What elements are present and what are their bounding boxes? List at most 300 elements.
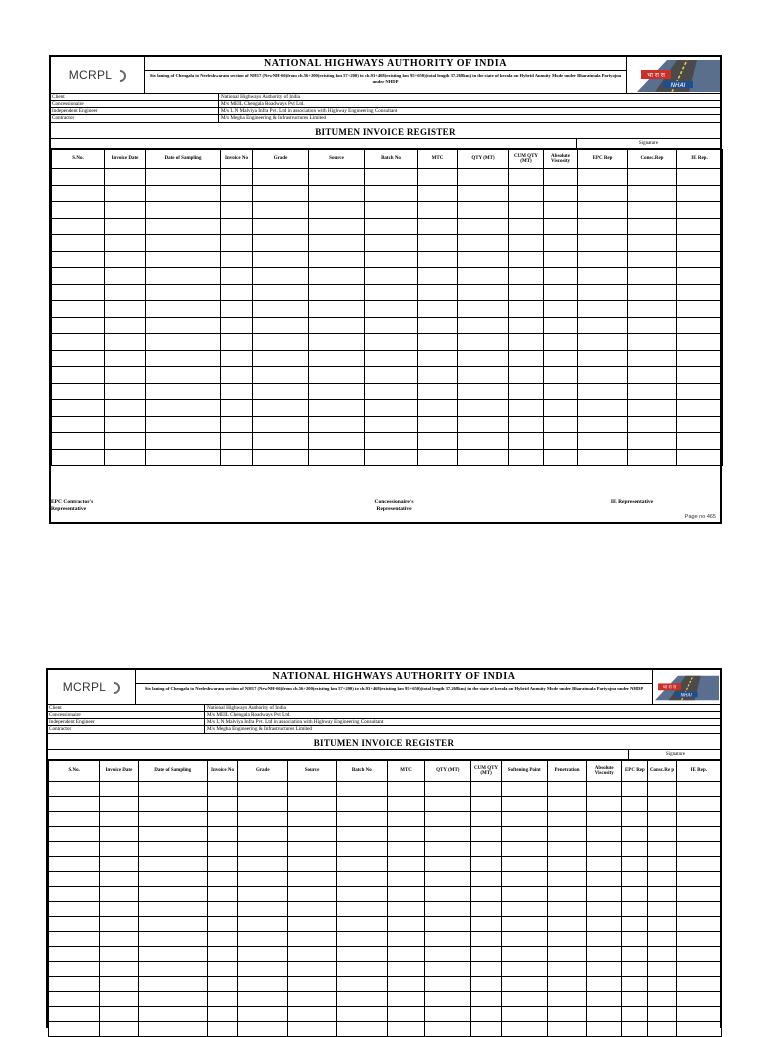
table-cell[interactable] (365, 433, 418, 450)
table-cell[interactable] (578, 449, 628, 466)
table-cell[interactable] (677, 400, 723, 417)
table-cell[interactable] (238, 902, 288, 917)
table-cell[interactable] (509, 334, 544, 351)
table-cell[interactable] (146, 169, 221, 186)
table-cell[interactable] (105, 350, 146, 367)
table-cell[interactable] (336, 992, 387, 1007)
table-cell[interactable] (628, 218, 677, 235)
table-cell[interactable] (622, 842, 648, 857)
table-cell[interactable] (458, 301, 509, 318)
table-cell[interactable] (677, 235, 723, 252)
table-cell[interactable] (253, 433, 309, 450)
table-cell[interactable] (418, 449, 458, 466)
table-cell[interactable] (100, 1007, 138, 1022)
table-cell[interactable] (100, 962, 138, 977)
table-cell[interactable] (238, 887, 288, 902)
table-cell[interactable] (138, 812, 207, 827)
table-cell[interactable] (648, 947, 676, 962)
table-cell[interactable] (676, 947, 721, 962)
table-cell[interactable] (365, 383, 418, 400)
table-cell[interactable] (52, 235, 105, 252)
table-cell[interactable] (418, 367, 458, 384)
table-cell[interactable] (309, 334, 365, 351)
table-cell[interactable] (207, 872, 237, 887)
table-cell[interactable] (336, 782, 387, 797)
table-cell[interactable] (100, 977, 138, 992)
table-cell[interactable] (547, 827, 586, 842)
table-cell[interactable] (207, 932, 237, 947)
table-cell[interactable] (418, 235, 458, 252)
table-cell[interactable] (677, 449, 723, 466)
table-cell[interactable] (100, 887, 138, 902)
table-cell[interactable] (501, 917, 547, 932)
table-cell[interactable] (471, 962, 501, 977)
table-cell[interactable] (578, 218, 628, 235)
table-cell[interactable] (622, 872, 648, 887)
table-cell[interactable] (425, 1007, 471, 1022)
table-cell[interactable] (425, 857, 471, 872)
table-cell[interactable] (146, 284, 221, 301)
table-cell[interactable] (578, 350, 628, 367)
table-cell[interactable] (105, 202, 146, 219)
table-cell[interactable] (418, 251, 458, 268)
table-cell[interactable] (387, 797, 424, 812)
table-cell[interactable] (253, 400, 309, 417)
table-cell[interactable] (425, 962, 471, 977)
table-cell[interactable] (387, 842, 424, 857)
table-cell[interactable] (578, 202, 628, 219)
table-cell[interactable] (288, 992, 336, 1007)
table-cell[interactable] (587, 827, 622, 842)
table-cell[interactable] (676, 872, 721, 887)
table-cell[interactable] (365, 218, 418, 235)
table-cell[interactable] (146, 185, 221, 202)
table-cell[interactable] (52, 202, 105, 219)
table-cell[interactable] (100, 827, 138, 842)
table-cell[interactable] (458, 383, 509, 400)
table-cell[interactable] (676, 827, 721, 842)
table-cell[interactable] (238, 872, 288, 887)
table-cell[interactable] (418, 400, 458, 417)
table-cell[interactable] (105, 185, 146, 202)
table-cell[interactable] (501, 872, 547, 887)
table-cell[interactable] (253, 284, 309, 301)
table-cell[interactable] (253, 334, 309, 351)
table-cell[interactable] (52, 350, 105, 367)
table-cell[interactable] (471, 947, 501, 962)
table-cell[interactable] (49, 797, 100, 812)
table-cell[interactable] (100, 917, 138, 932)
table-cell[interactable] (309, 284, 365, 301)
table-cell[interactable] (207, 992, 237, 1007)
table-cell[interactable] (221, 185, 253, 202)
table-cell[interactable] (458, 367, 509, 384)
table-cell[interactable] (501, 1007, 547, 1022)
table-cell[interactable] (387, 962, 424, 977)
table-cell[interactable] (49, 962, 100, 977)
table-cell[interactable] (628, 235, 677, 252)
table-cell[interactable] (49, 842, 100, 857)
table-cell[interactable] (309, 251, 365, 268)
table-cell[interactable] (387, 947, 424, 962)
table-cell[interactable] (648, 992, 676, 1007)
table-cell[interactable] (501, 992, 547, 1007)
table-cell[interactable] (676, 887, 721, 902)
table-cell[interactable] (365, 268, 418, 285)
table-cell[interactable] (238, 992, 288, 1007)
table-cell[interactable] (365, 284, 418, 301)
table-cell[interactable] (253, 169, 309, 186)
table-cell[interactable] (578, 334, 628, 351)
table-cell[interactable] (221, 400, 253, 417)
table-cell[interactable] (238, 947, 288, 962)
table-cell[interactable] (105, 268, 146, 285)
table-cell[interactable] (365, 317, 418, 334)
table-cell[interactable] (547, 842, 586, 857)
table-cell[interactable] (309, 301, 365, 318)
table-cell[interactable] (547, 947, 586, 962)
table-cell[interactable] (418, 268, 458, 285)
table-cell[interactable] (587, 992, 622, 1007)
table-cell[interactable] (100, 992, 138, 1007)
table-cell[interactable] (288, 962, 336, 977)
table-cell[interactable] (587, 962, 622, 977)
table-cell[interactable] (238, 812, 288, 827)
table-cell[interactable] (387, 857, 424, 872)
table-cell[interactable] (207, 902, 237, 917)
table-cell[interactable] (509, 218, 544, 235)
table-cell[interactable] (622, 827, 648, 842)
table-cell[interactable] (578, 367, 628, 384)
table-cell[interactable] (622, 992, 648, 1007)
table-cell[interactable] (365, 416, 418, 433)
table-cell[interactable] (587, 857, 622, 872)
table-cell[interactable] (418, 433, 458, 450)
table-cell[interactable] (676, 797, 721, 812)
table-cell[interactable] (52, 367, 105, 384)
table-cell[interactable] (146, 218, 221, 235)
table-cell[interactable] (221, 383, 253, 400)
table-cell[interactable] (105, 317, 146, 334)
table-cell[interactable] (207, 1007, 237, 1022)
table-cell[interactable] (138, 962, 207, 977)
table-cell[interactable] (138, 872, 207, 887)
table-cell[interactable] (221, 169, 253, 186)
table-cell[interactable] (544, 185, 578, 202)
table-cell[interactable] (336, 887, 387, 902)
table-cell[interactable] (578, 433, 628, 450)
table-cell[interactable] (425, 827, 471, 842)
table-cell[interactable] (138, 857, 207, 872)
table-cell[interactable] (221, 334, 253, 351)
table-cell[interactable] (52, 284, 105, 301)
table-cell[interactable] (336, 842, 387, 857)
table-cell[interactable] (547, 962, 586, 977)
table-cell[interactable] (509, 284, 544, 301)
table-cell[interactable] (100, 857, 138, 872)
table-cell[interactable] (544, 169, 578, 186)
table-cell[interactable] (100, 947, 138, 962)
table-cell[interactable] (253, 317, 309, 334)
table-cell[interactable] (425, 992, 471, 1007)
table-cell[interactable] (587, 842, 622, 857)
table-cell[interactable] (544, 383, 578, 400)
table-cell[interactable] (578, 383, 628, 400)
table-cell[interactable] (288, 977, 336, 992)
table-cell[interactable] (648, 857, 676, 872)
table-cell[interactable] (501, 782, 547, 797)
table-cell[interactable] (309, 218, 365, 235)
table-cell[interactable] (622, 932, 648, 947)
table-cell[interactable] (458, 235, 509, 252)
table-cell[interactable] (648, 962, 676, 977)
table-cell[interactable] (105, 235, 146, 252)
table-cell[interactable] (49, 1007, 100, 1022)
table-cell[interactable] (49, 932, 100, 947)
table-cell[interactable] (238, 962, 288, 977)
table-cell[interactable] (676, 842, 721, 857)
table-cell[interactable] (578, 251, 628, 268)
table-cell[interactable] (676, 917, 721, 932)
table-cell[interactable] (52, 185, 105, 202)
table-cell[interactable] (309, 268, 365, 285)
table-cell[interactable] (628, 202, 677, 219)
table-cell[interactable] (253, 301, 309, 318)
table-cell[interactable] (146, 416, 221, 433)
table-cell[interactable] (288, 782, 336, 797)
table-cell[interactable] (544, 449, 578, 466)
table-cell[interactable] (509, 400, 544, 417)
table-cell[interactable] (676, 812, 721, 827)
table-cell[interactable] (648, 827, 676, 842)
table-cell[interactable] (253, 268, 309, 285)
table-cell[interactable] (544, 400, 578, 417)
table-cell[interactable] (471, 887, 501, 902)
table-cell[interactable] (458, 218, 509, 235)
table-cell[interactable] (146, 235, 221, 252)
table-cell[interactable] (336, 902, 387, 917)
table-cell[interactable] (628, 334, 677, 351)
table-cell[interactable] (458, 449, 509, 466)
table-cell[interactable] (238, 1007, 288, 1022)
table-cell[interactable] (628, 301, 677, 318)
table-cell[interactable] (253, 202, 309, 219)
table-cell[interactable] (221, 268, 253, 285)
table-cell[interactable] (458, 350, 509, 367)
table-cell[interactable] (253, 251, 309, 268)
table-cell[interactable] (238, 932, 288, 947)
table-cell[interactable] (387, 992, 424, 1007)
table-cell[interactable] (238, 827, 288, 842)
table-cell[interactable] (49, 917, 100, 932)
table-cell[interactable] (578, 268, 628, 285)
table-cell[interactable] (544, 350, 578, 367)
table-cell[interactable] (578, 301, 628, 318)
table-cell[interactable] (138, 992, 207, 1007)
table-cell[interactable] (501, 902, 547, 917)
table-cell[interactable] (471, 917, 501, 932)
table-cell[interactable] (501, 887, 547, 902)
table-cell[interactable] (547, 932, 586, 947)
table-cell[interactable] (100, 902, 138, 917)
table-cell[interactable] (238, 842, 288, 857)
table-cell[interactable] (105, 433, 146, 450)
table-cell[interactable] (138, 797, 207, 812)
table-cell[interactable] (138, 947, 207, 962)
table-cell[interactable] (336, 1007, 387, 1022)
table-cell[interactable] (677, 284, 723, 301)
table-cell[interactable] (677, 317, 723, 334)
table-cell[interactable] (425, 782, 471, 797)
table-cell[interactable] (221, 416, 253, 433)
table-cell[interactable] (52, 334, 105, 351)
table-cell[interactable] (458, 433, 509, 450)
table-cell[interactable] (458, 251, 509, 268)
table-cell[interactable] (509, 433, 544, 450)
table-cell[interactable] (253, 416, 309, 433)
table-cell[interactable] (146, 400, 221, 417)
table-cell[interactable] (309, 449, 365, 466)
table-cell[interactable] (628, 449, 677, 466)
table-cell[interactable] (458, 202, 509, 219)
table-cell[interactable] (425, 887, 471, 902)
table-cell[interactable] (509, 367, 544, 384)
table-cell[interactable] (587, 977, 622, 992)
table-cell[interactable] (336, 857, 387, 872)
table-cell[interactable] (677, 367, 723, 384)
table-cell[interactable] (648, 782, 676, 797)
table-cell[interactable] (547, 902, 586, 917)
table-cell[interactable] (471, 932, 501, 947)
table-cell[interactable] (418, 334, 458, 351)
table-cell[interactable] (587, 887, 622, 902)
table-cell[interactable] (288, 902, 336, 917)
table-cell[interactable] (138, 782, 207, 797)
table-cell[interactable] (387, 887, 424, 902)
table-cell[interactable] (309, 235, 365, 252)
table-cell[interactable] (288, 797, 336, 812)
table-cell[interactable] (622, 797, 648, 812)
table-cell[interactable] (501, 827, 547, 842)
table-cell[interactable] (221, 284, 253, 301)
table-cell[interactable] (387, 917, 424, 932)
table-cell[interactable] (471, 872, 501, 887)
table-cell[interactable] (501, 812, 547, 827)
table-cell[interactable] (138, 932, 207, 947)
table-cell[interactable] (425, 932, 471, 947)
table-cell[interactable] (418, 185, 458, 202)
table-cell[interactable] (138, 827, 207, 842)
table-cell[interactable] (501, 932, 547, 947)
table-cell[interactable] (49, 857, 100, 872)
table-cell[interactable] (547, 812, 586, 827)
table-cell[interactable] (336, 962, 387, 977)
table-cell[interactable] (677, 251, 723, 268)
table-cell[interactable] (676, 857, 721, 872)
table-cell[interactable] (146, 367, 221, 384)
table-cell[interactable] (288, 872, 336, 887)
table-cell[interactable] (628, 185, 677, 202)
table-cell[interactable] (146, 334, 221, 351)
table-cell[interactable] (387, 812, 424, 827)
table-cell[interactable] (501, 962, 547, 977)
table-cell[interactable] (677, 218, 723, 235)
table-cell[interactable] (365, 235, 418, 252)
table-cell[interactable] (677, 185, 723, 202)
table-cell[interactable] (221, 449, 253, 466)
table-cell[interactable] (105, 301, 146, 318)
table-cell[interactable] (309, 433, 365, 450)
table-cell[interactable] (49, 872, 100, 887)
table-cell[interactable] (648, 902, 676, 917)
table-cell[interactable] (578, 400, 628, 417)
table-cell[interactable] (578, 235, 628, 252)
table-cell[interactable] (418, 383, 458, 400)
table-cell[interactable] (418, 169, 458, 186)
table-cell[interactable] (622, 902, 648, 917)
table-cell[interactable] (547, 917, 586, 932)
table-cell[interactable] (52, 169, 105, 186)
table-cell[interactable] (628, 383, 677, 400)
table-cell[interactable] (418, 301, 458, 318)
table-cell[interactable] (458, 416, 509, 433)
table-cell[interactable] (221, 301, 253, 318)
table-cell[interactable] (509, 202, 544, 219)
table-cell[interactable] (509, 169, 544, 186)
table-cell[interactable] (547, 872, 586, 887)
table-cell[interactable] (578, 185, 628, 202)
table-cell[interactable] (288, 812, 336, 827)
table-cell[interactable] (336, 977, 387, 992)
table-cell[interactable] (100, 782, 138, 797)
table-cell[interactable] (105, 367, 146, 384)
table-cell[interactable] (100, 872, 138, 887)
table-cell[interactable] (578, 169, 628, 186)
table-cell[interactable] (105, 400, 146, 417)
table-cell[interactable] (288, 857, 336, 872)
table-cell[interactable] (221, 350, 253, 367)
table-cell[interactable] (677, 350, 723, 367)
table-cell[interactable] (622, 887, 648, 902)
table-cell[interactable] (677, 334, 723, 351)
table-cell[interactable] (387, 782, 424, 797)
table-cell[interactable] (628, 416, 677, 433)
table-cell[interactable] (471, 812, 501, 827)
table-cell[interactable] (146, 301, 221, 318)
table-cell[interactable] (207, 827, 237, 842)
table-cell[interactable] (677, 169, 723, 186)
table-cell[interactable] (458, 334, 509, 351)
table-cell[interactable] (509, 350, 544, 367)
table-cell[interactable] (587, 917, 622, 932)
table-cell[interactable] (288, 947, 336, 962)
table-cell[interactable] (677, 433, 723, 450)
table-cell[interactable] (138, 887, 207, 902)
table-cell[interactable] (49, 887, 100, 902)
table-cell[interactable] (544, 334, 578, 351)
table-cell[interactable] (336, 827, 387, 842)
table-cell[interactable] (49, 812, 100, 827)
table-cell[interactable] (52, 218, 105, 235)
table-cell[interactable] (471, 977, 501, 992)
table-cell[interactable] (425, 812, 471, 827)
table-cell[interactable] (628, 367, 677, 384)
table-cell[interactable] (471, 782, 501, 797)
table-cell[interactable] (547, 797, 586, 812)
table-cell[interactable] (365, 350, 418, 367)
table-cell[interactable] (138, 902, 207, 917)
table-cell[interactable] (628, 317, 677, 334)
